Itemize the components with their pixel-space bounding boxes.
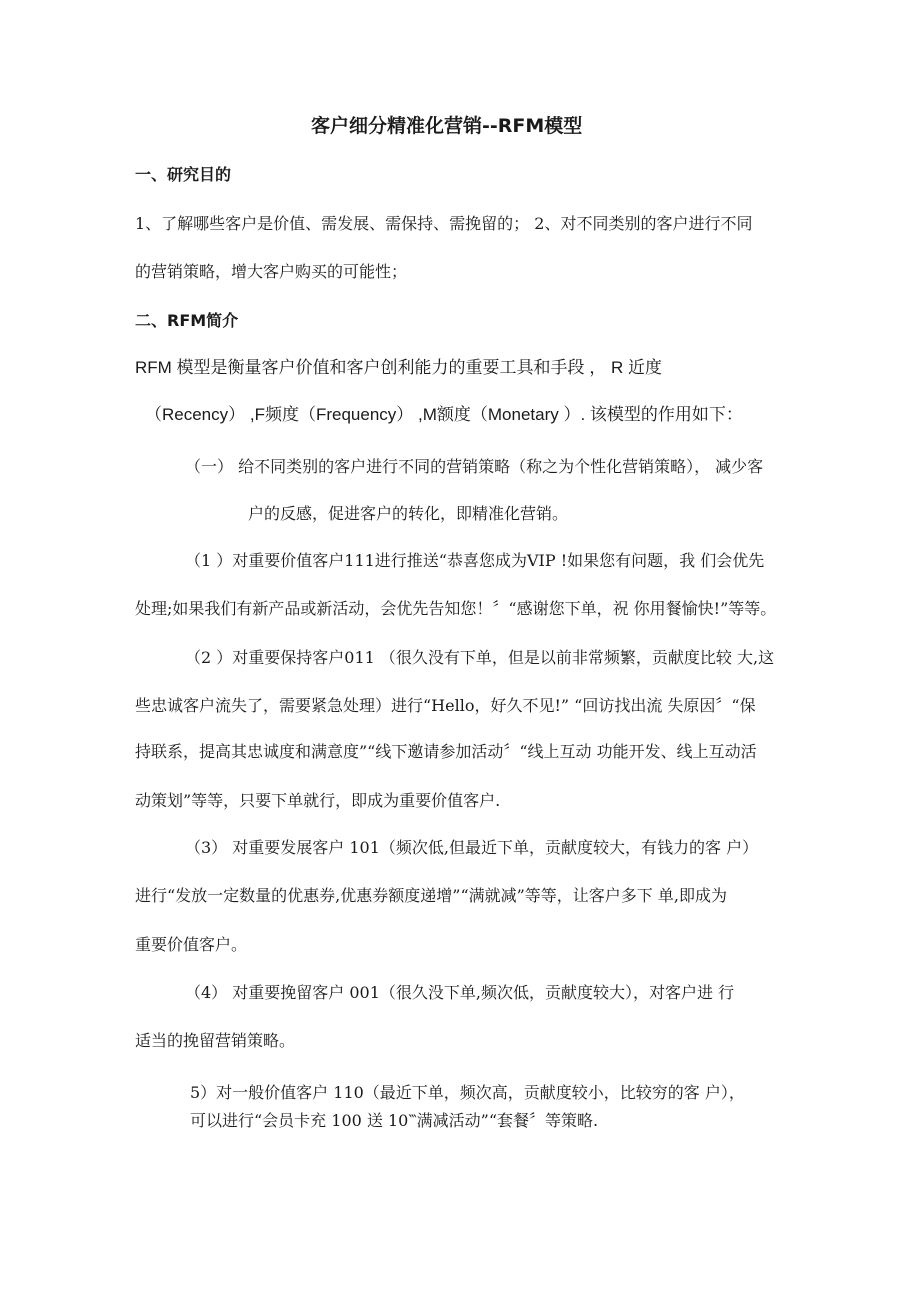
list-item-line: 处理;如果我们有新产品或新活动，会优先告知您！〞“感谢您下单，祝 你用餐愉快!”等等。: [135, 599, 777, 618]
document-title: 客户细分精准化营销--RFM模型: [311, 115, 583, 137]
list-item-line: 些忠诚客户流失了，需要紧急处理）进行“Hello，好久不见!” “回访找出流 失原因〞“保: [135, 696, 756, 715]
list-item-line: 5）对一般价值客户 110（最近下单，频次高，贡献度较小，比较穷的客 户），: [190, 1083, 745, 1102]
paragraph-line: RFM 模型是衡量客户价值和客户创利能力的重要工具和手段 ， R 近度: [135, 358, 662, 377]
list-item-line: （3） 对重要发展客户 101（频次低,但最近下单，贡献度较大，有钱力的客 户）: [185, 838, 759, 857]
subsection-line: 户的反感，促进客户的转化，即精准化营销。: [248, 504, 569, 523]
list-item-line: 进行“发放一定数量的优惠券,优惠券额度递增”“满就减”等等，让客户多下 单,即成为: [135, 886, 727, 905]
paragraph-line: 1、了解哪些客户是价值、需发展、需保持、需挽留的； 2、对不同类别的客户进行不同: [135, 214, 753, 233]
paragraph-line: 的营销策略，增大客户购买的可能性；: [135, 262, 408, 281]
list-item-line: （2 ）对重要保持客户011 （很久没有下单，但是以前非常频繁，贡献度比较 大,这: [185, 648, 775, 667]
list-item-line: 适当的挽留营销策略。: [135, 1031, 296, 1050]
section-heading-rfm-intro: 二、RFM简介: [135, 311, 239, 330]
list-item-line: 可以进行“会员卡充 100 送 10‷满减活动”“套餐〞等策略.: [190, 1111, 599, 1130]
list-item-line: 重要价值客户。: [135, 935, 248, 954]
list-item-line: 动策划”等等，只要下单就行，即成为重要价值客户.: [135, 791, 501, 810]
list-item-line: （1 ）对重要价值客户111进行推送“恭喜您成为VIP !如果您有问题，我 们会优先: [185, 551, 765, 570]
subsection-line: （一） 给不同类别的客户进行不同的营销策略（称之为个性化营销策略）， 减少客: [185, 457, 764, 476]
list-item-line: （4） 对重要挽留客户 001（很久没下单,频次低，贡献度较大），对客户进 行: [185, 983, 735, 1002]
paragraph-line: （Recency） ,F频度（Frequency） ,M额度（Monetary ）. 该模型的作用如下：: [145, 405, 743, 424]
list-item-line: 持联系，提高其忠诚度和满意度”“线下邀请参加活动〞“线上互动 功能开发、线上互动活: [135, 742, 757, 761]
section-heading-purpose: 一、研究目的: [135, 165, 232, 184]
